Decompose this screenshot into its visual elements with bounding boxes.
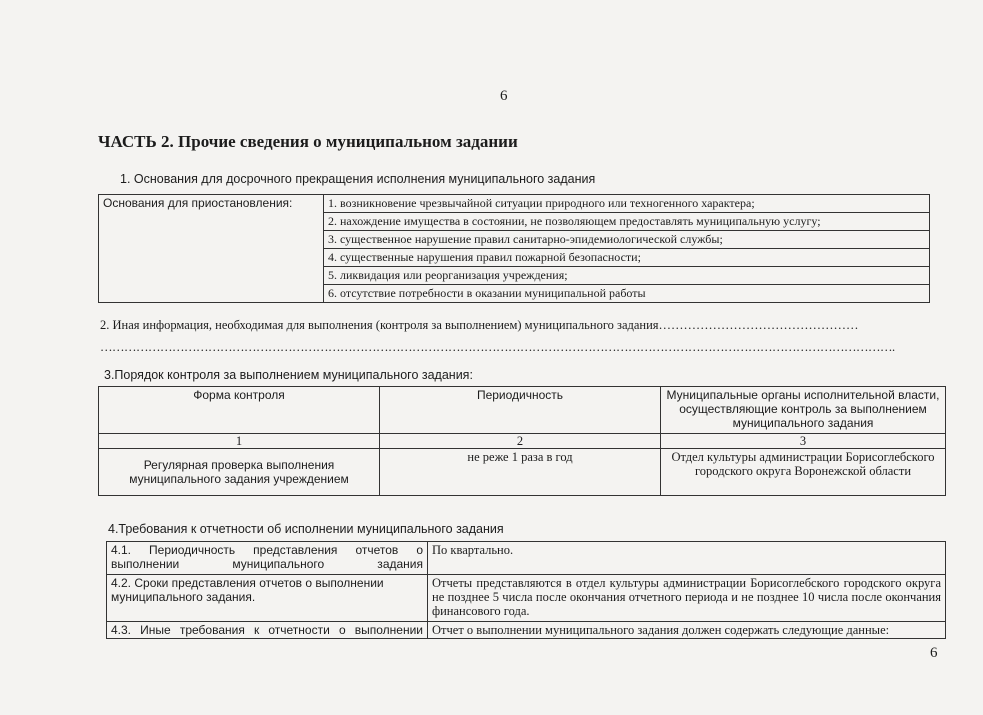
- suspension-label: Основания для приостановления:: [99, 195, 324, 303]
- page-number-top: 6: [500, 88, 508, 104]
- section2-line2: ……………………………………………………………………………………………………………………………………………………………………………….: [100, 340, 895, 354]
- suspension-item: 2. нахождение имущества в состоянии, не позволяющем предоставлять муниципальную услугу;: [324, 213, 930, 231]
- suspension-item: 4. существенные нарушения правил пожарной безопасности;: [324, 249, 930, 267]
- requirement-value: Отчеты представляются в отдел культуры администрации Борисоглебского городского округа не позднее 5 числа после окончания отчетного периода и не позднее 10 числа после окончания финансового года.: [428, 575, 946, 622]
- control-procedure-table: [98, 386, 946, 496]
- section2-line1: 2. Иная информация, необходимая для выполнения (контроля за выполнением) муниципального задания…………………………………………: [100, 318, 859, 332]
- requirement-label: 4.1. Периодичность представления отчетов о выполнении муниципального задания: [107, 542, 428, 575]
- control-bodies-cell: Отдел культуры администрации Борисоглебского городского округа Воронежской области: [661, 449, 946, 496]
- column-number: 3: [661, 434, 946, 449]
- header-periodicity: Периодичность: [380, 387, 661, 434]
- page-number-bottom: 6: [930, 645, 938, 661]
- header-control-bodies: Муниципальные органы исполнительной власти, осуществляющие контроль за выполнением муниципального задания: [661, 387, 946, 434]
- suspension-item: 6. отсутствие потребности в оказании муниципальной работы: [324, 285, 930, 303]
- requirement-value: Отчет о выполнении муниципального задания должен содержать следующие данные:: [428, 622, 946, 639]
- control-form-cell: Регулярная проверка выполнения муниципального задания учреждением: [99, 449, 380, 496]
- suspension-item: 5. ликвидация или реорганизация учреждения;: [324, 267, 930, 285]
- suspension-item: 3. существенное нарушение правил санитарно-эпидемиологической службы;: [324, 231, 930, 249]
- requirement-value: По квартально.: [428, 542, 946, 575]
- requirement-label: 4.3. Иные требования к отчетности о выполнении: [107, 622, 428, 639]
- section4-heading: 4.Требования к отчетности об исполнении муниципального задания: [108, 522, 504, 536]
- column-number: 1: [99, 434, 380, 449]
- page-title: ЧАСТЬ 2. Прочие сведения о муниципальном задании: [98, 132, 518, 151]
- column-number: 2: [380, 434, 661, 449]
- header-control-form: Форма контроля: [99, 387, 380, 434]
- reporting-requirements-table: [106, 541, 946, 639]
- periodicity-cell: не реже 1 раза в год: [380, 449, 661, 496]
- section3-heading: 3.Порядок контроля за выполнением муниципального задания:: [104, 368, 473, 382]
- requirement-label: 4.2. Сроки представления отчетов о выполнении муниципального задания.: [107, 575, 428, 622]
- suspension-grounds-table: [98, 194, 930, 303]
- suspension-item: 1. возникновение чрезвычайной ситуации природного или техногенного характера;: [324, 195, 930, 213]
- section1-heading: 1. Основания для досрочного прекращения исполнения муниципального задания: [120, 172, 596, 186]
